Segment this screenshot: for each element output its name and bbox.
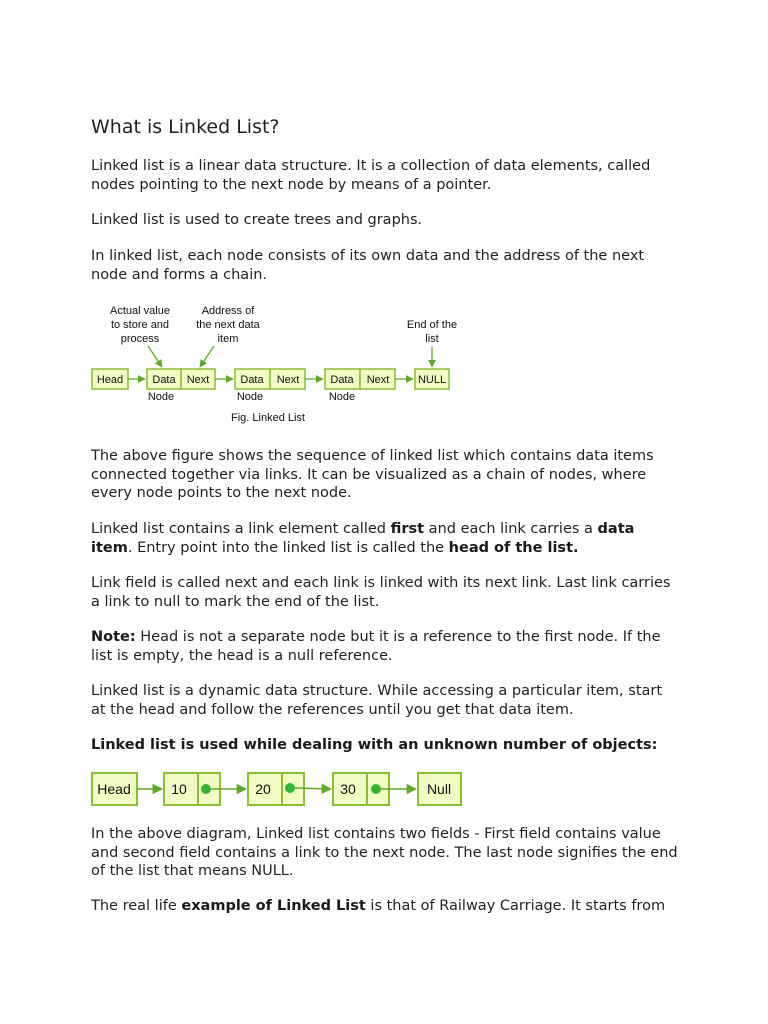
node-3-next-label: Next — [366, 374, 390, 386]
link-element-paragraph — [91, 520, 691, 557]
node-30-value: 30 — [340, 781, 356, 797]
node-1 — [147, 369, 215, 403]
p4-line-2: connected together via links. It can be visualized as a chain of nodes, where — [91, 466, 647, 483]
annotation-end-line-1: End of the — [406, 319, 458, 331]
note-text-line-1: Head is not a separate node but it is a reference to the first node. If the — [135, 629, 661, 645]
p5-bold-item: item — [91, 539, 128, 556]
head-box-2 — [92, 773, 137, 805]
annotation-address-line-2: the next data — [196, 319, 260, 331]
null-label: NULL — [417, 374, 447, 386]
null-box — [415, 369, 449, 389]
p4-line-1: The above figure shows the sequence of linked list which contains data items — [91, 448, 654, 464]
annotation-arrow-address — [200, 346, 214, 367]
figure-description-paragraph — [91, 447, 691, 503]
intro-p3-line-1: In linked list, each node consists of its own data and the address of the next — [91, 248, 645, 264]
p8-line-2: at the head and follow the references until you get that data item. — [91, 701, 574, 718]
section-heading: Linked list is used while dealing with an unknown number of objects: — [91, 737, 658, 753]
node-20-pointer-dot — [285, 783, 295, 793]
node-3-data-label: Data — [330, 374, 354, 386]
arrow-20-to-30 — [295, 788, 331, 789]
intro-paragraph-3 — [91, 247, 691, 284]
page-title: What is Linked List? — [91, 116, 280, 138]
annotation-address-line-1: Address of — [201, 305, 255, 317]
annotation-actual-line-2: to store and — [110, 319, 170, 331]
p5-bold-first: first — [390, 521, 425, 537]
annotation-end-line-2: list — [425, 333, 439, 345]
note-text-line-2: list is empty, the head is a null reference. — [91, 647, 393, 664]
node-1-caption: Node — [147, 391, 175, 403]
intro-p2-line-1: Linked list is used to create trees and graphs. — [91, 212, 423, 228]
diagram-explanation-paragraph — [91, 825, 691, 881]
figure-caption: Fig. Linked List — [231, 412, 305, 424]
p6-line-2: a link to null to mark the end of the list. — [91, 593, 380, 610]
intro-paragraph-2 — [91, 211, 691, 230]
annotation-next-address — [196, 305, 260, 345]
node-2-data-label: Data — [240, 374, 264, 386]
intro-p3-line-2: node and forms a chain. — [91, 266, 268, 283]
annotation-actual-line-3: process — [120, 333, 160, 345]
p9-line-2: and second field contains a link to the next node. The last node signifies the end — [91, 844, 678, 861]
head-label: Head — [96, 374, 124, 386]
node-1-data-label: Data — [152, 374, 176, 386]
annotation-actual-line-1: Actual value — [110, 305, 170, 317]
real-life-example-paragraph — [91, 897, 691, 916]
note-paragraph — [91, 628, 691, 665]
p5-text-d: . Entry point into the linked list is called the — [127, 539, 449, 556]
node-3-caption: Node — [328, 391, 356, 403]
node-2-caption: Node — [236, 391, 264, 403]
head-box — [92, 369, 128, 389]
node-2 — [235, 369, 305, 403]
p4-line-3: every node points to the next node. — [91, 485, 352, 501]
p5-line-1 — [91, 520, 691, 539]
p5-bold-data: data — [597, 521, 635, 537]
linked-list-values-figure — [88, 770, 468, 810]
intro-p1-line-2: nodes pointing to the next node by means of a pointer. — [91, 176, 492, 193]
null-box-2 — [418, 773, 461, 805]
p5-bold-head: head of the list. — [448, 539, 579, 556]
p6-line-1: Link field is called next and each link is linked with its next link. Last link carries — [91, 575, 671, 591]
p10-line-1 — [91, 897, 691, 916]
note-label: Note: — [91, 629, 136, 645]
dynamic-structure-paragraph — [91, 682, 691, 719]
head-label-2: Head — [97, 781, 131, 797]
p5-line-2 — [91, 539, 691, 558]
intro-p1-line-1: Linked list is a linear data structure. It is a collection of data elements, called — [91, 158, 651, 174]
p9-line-3: of the list that means NULL. — [91, 863, 294, 879]
p5-text-a: Linked list contains a link element called — [91, 521, 391, 537]
p5-text-c: and each link carries a — [424, 521, 598, 537]
node-1-next-label: Next — [186, 374, 210, 386]
annotation-end-of-list — [407, 319, 457, 345]
p10-text-c: is that of Railway Carriage. It starts from — [365, 898, 666, 914]
null-label-2: Null — [426, 781, 452, 797]
p10-text-a: The real life — [91, 898, 182, 914]
node-30 — [333, 773, 389, 805]
node-10-pointer-dot — [201, 784, 211, 794]
node-10-value: 10 — [171, 781, 187, 797]
annotation-actual-value — [110, 305, 170, 345]
intro-paragraph-1 — [91, 157, 691, 194]
p9-line-1: In the above diagram, Linked list contains two fields - First field contains value — [91, 826, 661, 842]
node-2-next-label: Next — [276, 374, 300, 386]
p8-line-1: Linked list is a dynamic data structure. While accessing a particular item, start — [91, 683, 663, 699]
node-20 — [248, 773, 304, 805]
link-field-paragraph — [91, 574, 691, 611]
node-20-value: 20 — [255, 781, 271, 797]
p7-line-1 — [91, 628, 691, 647]
annotation-address-line-3: item — [217, 333, 239, 345]
annotation-arrow-actual — [148, 346, 162, 367]
p10-bold-example: example of Linked List — [181, 898, 366, 914]
node-30-pointer-dot — [371, 784, 381, 794]
linked-list-figure — [86, 300, 466, 430]
node-3 — [325, 369, 395, 403]
